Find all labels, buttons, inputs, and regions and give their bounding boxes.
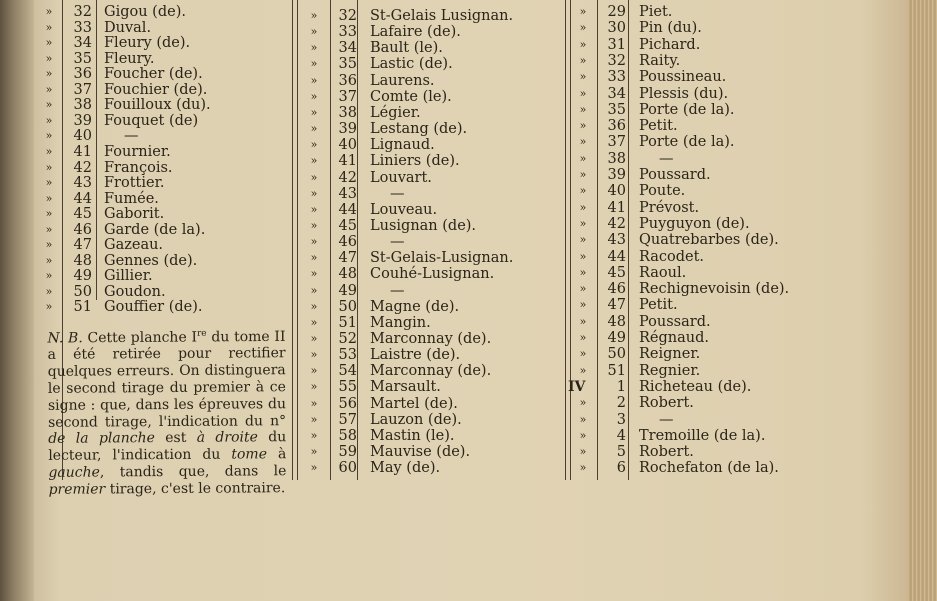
family-name: Prévost. <box>639 199 700 216</box>
plate-number: 48 <box>607 313 626 330</box>
family-name: St-Gelais Lusignan. <box>370 8 514 24</box>
ditto-mark: » <box>45 129 53 143</box>
ditto-mark: » <box>579 5 587 18</box>
plate-number: 37 <box>73 81 92 98</box>
ditto-mark: » <box>579 265 587 279</box>
note-em: de la planche <box>48 430 155 448</box>
ditto-mark: » <box>310 186 318 200</box>
plate-number: 39 <box>73 112 92 129</box>
note-lead: N. B. <box>47 330 83 347</box>
ditto-mark: » <box>310 380 318 394</box>
ditto-mark: » <box>579 298 587 312</box>
plate-number: 49 <box>607 330 626 346</box>
family-name: Mastin (le). <box>370 427 455 444</box>
plate-number: 38 <box>607 150 626 167</box>
family-name: Goudon. <box>104 283 166 300</box>
family-name: Comte (le). <box>370 88 452 105</box>
plate-number: 55 <box>338 379 357 396</box>
column-rule <box>597 0 598 480</box>
note-sup: re <box>196 328 207 339</box>
note-em: à droite <box>196 429 258 447</box>
plate-number: 50 <box>607 346 626 363</box>
ditto-mark: » <box>310 412 318 426</box>
plate-number: 38 <box>73 97 92 114</box>
plate-number: 59 <box>338 444 357 461</box>
ditto-mark: » <box>45 113 53 127</box>
ditto-mark: » <box>579 445 587 459</box>
family-name: Lignaud. <box>370 137 435 154</box>
ditto-mark: » <box>579 135 587 149</box>
ditto-mark: » <box>45 51 53 65</box>
plate-number: 39 <box>607 167 626 183</box>
ditto-mark: » <box>45 269 53 283</box>
family-name: Racodet. <box>639 248 705 265</box>
family-name: Porte (de la). <box>639 101 735 118</box>
ditto-mark: » <box>310 25 318 39</box>
ditto-mark: » <box>45 191 53 205</box>
family-name: Regnier. <box>639 362 701 379</box>
family-name: Fouchier (de). <box>104 81 208 98</box>
plate-number: 42 <box>607 215 626 232</box>
plate-number: 42 <box>73 159 92 176</box>
family-name: Pin (du). <box>639 20 702 37</box>
family-name: Lestang (de). <box>370 121 468 138</box>
plate-number: 40 <box>338 137 357 154</box>
plate-number: 52 <box>338 331 357 347</box>
column-rule <box>292 0 293 480</box>
family-name: — <box>390 185 405 202</box>
plate-number: 41 <box>607 199 626 216</box>
family-name: Plessis (du). <box>639 85 729 102</box>
ditto-mark: » <box>310 445 318 459</box>
family-name: Raoul. <box>639 264 687 281</box>
family-name: Fouilloux (du). <box>104 97 211 114</box>
ditto-mark: » <box>310 154 318 168</box>
family-name: Couhé-Lusignan. <box>370 266 495 283</box>
column-rule <box>570 0 571 480</box>
family-name: Petit. <box>639 297 678 314</box>
ditto-mark: » <box>45 176 53 190</box>
family-name: Marconnay (de). <box>370 331 492 347</box>
ditto-mark: » <box>310 348 318 362</box>
plate-number: 58 <box>338 427 357 444</box>
plate-number: 1 <box>616 378 626 395</box>
plate-number: 41 <box>73 143 92 160</box>
family-name: Mauvise (de). <box>370 444 471 461</box>
plate-number: 53 <box>338 347 357 364</box>
family-name: Louveau. <box>370 201 438 218</box>
plate-number: 30 <box>607 20 626 37</box>
family-name: — <box>390 282 405 299</box>
plate-number: 47 <box>607 297 626 314</box>
plate-number: 29 <box>607 4 626 20</box>
ditto-mark: » <box>579 314 587 328</box>
ditto-mark: » <box>45 5 53 18</box>
plate-number: 2 <box>616 395 626 412</box>
family-name: Fouquet (de) <box>104 112 199 129</box>
ditto-mark: » <box>579 86 587 100</box>
ditto-mark: » <box>45 207 53 221</box>
plate-number: 56 <box>338 395 357 412</box>
family-name: St-Gelais-Lusignan. <box>370 250 514 267</box>
family-name: Lusignan (de). <box>370 217 477 234</box>
ditto-mark: » <box>579 428 587 442</box>
family-name: Gigou (de). <box>104 4 186 20</box>
plate-number: 31 <box>607 36 626 53</box>
note-text: Cette planche I <box>87 329 198 347</box>
ditto-mark: » <box>579 37 587 51</box>
family-name: Gaborit. <box>104 206 165 223</box>
plate-number: 49 <box>338 282 357 299</box>
plate-number: 60 <box>338 460 357 477</box>
ditto-mark: » <box>310 251 318 265</box>
ditto-mark: » <box>579 200 587 214</box>
ditto-mark: » <box>579 216 587 230</box>
plate-number: 40 <box>73 128 92 145</box>
plate-number: 39 <box>338 121 357 138</box>
plate-number: 6 <box>616 460 626 477</box>
family-name: Lastic (de). <box>370 56 453 73</box>
note-em: premier <box>48 481 106 498</box>
family-name: Poute. <box>639 183 686 200</box>
note-text: à <box>266 446 287 463</box>
column-rule <box>297 0 298 480</box>
family-name: Reigner. <box>639 346 701 363</box>
note-text: , tandis que, dans le <box>99 463 287 481</box>
family-name: Bault (le). <box>370 40 443 57</box>
plate-number: 35 <box>338 56 357 73</box>
family-name: Mangin. <box>370 314 431 331</box>
plate-number: 35 <box>607 101 626 118</box>
family-name: Marsault. <box>370 379 441 396</box>
family-name: — <box>124 128 139 145</box>
ditto-mark: » <box>310 235 318 249</box>
plate-number: 46 <box>338 234 357 251</box>
plate-number: 47 <box>338 250 357 267</box>
plate-number: 44 <box>338 201 357 218</box>
plate-number: 34 <box>607 85 626 102</box>
plate-number: 37 <box>338 88 357 105</box>
plate-number: 37 <box>607 134 626 151</box>
ditto-mark: » <box>310 267 318 281</box>
plate-number: 41 <box>338 153 357 170</box>
plate-number: 43 <box>73 175 92 192</box>
plate-number: 45 <box>338 217 357 234</box>
plate-number: 47 <box>73 237 92 254</box>
family-name: May (de). <box>370 460 441 477</box>
family-name: Porte (de la). <box>639 134 735 151</box>
plate-number: 40 <box>607 183 626 200</box>
family-name: Raity. <box>639 52 681 69</box>
ditto-mark: » <box>579 412 587 426</box>
column-rule <box>357 0 358 480</box>
plate-number: 57 <box>338 411 357 428</box>
family-name: Gennes (de). <box>104 252 198 269</box>
ditto-mark: » <box>45 82 53 96</box>
ditto-mark: » <box>579 396 587 410</box>
ditto-mark: » <box>310 9 318 22</box>
family-name: Martel (de). <box>370 395 458 412</box>
ditto-mark: » <box>310 89 318 103</box>
plate-number: 49 <box>73 268 92 285</box>
ditto-mark: » <box>310 283 318 297</box>
ditto-mark: » <box>45 300 53 314</box>
ditto-mark: » <box>579 70 587 84</box>
plate-number: 43 <box>338 185 357 202</box>
footnote <box>47 325 286 498</box>
ditto-mark: » <box>579 21 587 35</box>
plate-number: 45 <box>73 206 92 223</box>
family-name: Puyguyon (de). <box>639 215 750 232</box>
plate-number: 51 <box>338 314 357 331</box>
ditto-mark: » <box>310 41 318 55</box>
family-name: Pichard. <box>639 36 701 53</box>
note-text: tirage, c'est le contraire. <box>105 480 286 498</box>
book-gutter <box>0 0 34 601</box>
ditto-mark: » <box>310 122 318 136</box>
plate-number: 3 <box>616 411 626 428</box>
plate-number: 35 <box>73 50 92 67</box>
ditto-mark: » <box>579 363 587 377</box>
ditto-mark: » <box>45 144 53 158</box>
ditto-mark: » <box>310 218 318 232</box>
plate-number: 36 <box>338 72 357 89</box>
family-name: Magne (de). <box>370 298 460 315</box>
family-name: Fumée. <box>104 190 159 207</box>
plate-number: 38 <box>338 104 357 121</box>
family-name: Marconnay (de). <box>370 363 492 380</box>
ditto-mark: » <box>45 238 53 252</box>
family-name: Gillier. <box>104 268 153 285</box>
plate-number: 32 <box>607 52 626 69</box>
ditto-mark: » <box>310 332 318 345</box>
plate-number: 36 <box>73 66 92 83</box>
plate-number: 36 <box>607 118 626 135</box>
ditto-mark: » <box>310 57 318 71</box>
plate-number: 33 <box>338 24 357 41</box>
family-name: Robert. <box>639 395 694 412</box>
plate-number: 42 <box>338 169 357 186</box>
column-rule <box>565 0 566 480</box>
ditto-mark: » <box>579 331 587 344</box>
family-name: Liniers (de). <box>370 153 460 170</box>
plate-number: 48 <box>338 266 357 283</box>
ditto-mark: » <box>310 202 318 216</box>
page-edges <box>909 0 937 601</box>
family-name: — <box>659 150 674 167</box>
family-name: Poussineau. <box>639 69 727 86</box>
ditto-mark: » <box>310 138 318 152</box>
note-em: gauche <box>48 464 100 481</box>
ditto-mark: » <box>310 73 318 87</box>
ditto-mark: » <box>45 36 53 50</box>
plate-number: 43 <box>607 232 626 249</box>
ditto-mark: » <box>45 222 53 236</box>
ditto-mark: » <box>45 284 53 298</box>
tome-number: IV <box>568 378 586 395</box>
ditto-mark: » <box>579 184 587 198</box>
family-name: Gouffier (de). <box>104 299 203 316</box>
family-name: Légier. <box>370 104 421 121</box>
family-name: Petit. <box>639 118 678 135</box>
plate-number: 4 <box>616 427 626 444</box>
ditto-mark: » <box>310 428 318 442</box>
ditto-mark: » <box>310 170 318 184</box>
ditto-mark: » <box>45 98 53 112</box>
note-text: est <box>154 430 197 447</box>
family-name: Garde (de la). <box>104 221 206 238</box>
ditto-mark: » <box>45 253 53 267</box>
plate-number: 34 <box>338 40 357 57</box>
family-name: Rechignevoisin (de). <box>639 281 790 298</box>
plate-number: 44 <box>607 248 626 265</box>
family-name: Gazeau. <box>104 237 164 254</box>
plate-number: 46 <box>607 281 626 298</box>
plate-number: 48 <box>73 252 92 269</box>
plate-number: 46 <box>73 221 92 238</box>
plate-number: 44 <box>73 190 92 207</box>
family-name: Frottier. <box>104 175 165 192</box>
ditto-mark: » <box>579 282 587 296</box>
ditto-mark: » <box>310 461 318 475</box>
family-name: Duval. <box>104 19 152 36</box>
family-name: Richeteau (de). <box>639 378 752 395</box>
family-name: Louvart. <box>370 169 432 186</box>
plate-number: 32 <box>73 4 92 20</box>
ditto-mark: » <box>310 105 318 119</box>
family-name: Piet. <box>639 4 673 20</box>
family-name: Laistre (de). <box>370 347 461 364</box>
plate-number: 33 <box>73 19 92 36</box>
plate-number: 34 <box>73 35 92 52</box>
ditto-mark: » <box>45 67 53 81</box>
family-name: Poussard. <box>639 167 711 183</box>
ditto-mark: » <box>579 168 587 181</box>
column-rule <box>628 0 629 480</box>
note-text: du tome II a été retirée pour rectifier quelques erreurs. On distinguera le second tirage du premier à ce signe : que, dans les épreuves du second tirage, l'indication du n° <box>47 328 287 431</box>
plate-number: 54 <box>338 363 357 380</box>
ditto-mark: » <box>579 102 587 116</box>
family-name: Lafaire (de). <box>370 24 461 41</box>
plate-number: 50 <box>73 283 92 300</box>
column-rule <box>96 0 97 300</box>
family-name: Fleury. <box>104 50 155 67</box>
family-name: Foucher (de). <box>104 66 203 83</box>
plate-number: 50 <box>338 298 357 315</box>
family-name: Rochefaton (de la). <box>639 460 779 477</box>
plate-number: 33 <box>607 69 626 86</box>
family-name: Lauzon (de). <box>370 411 462 428</box>
ditto-mark: » <box>310 315 318 329</box>
plate-number: 51 <box>607 362 626 379</box>
ditto-mark: » <box>310 396 318 410</box>
family-name: Laurens. <box>370 72 435 89</box>
note-text: du lecteur, l'indication du <box>48 429 287 465</box>
family-name: Tremoille (de la). <box>639 427 766 444</box>
ditto-mark: » <box>579 347 587 361</box>
ditto-mark: » <box>310 299 318 313</box>
family-name: François. <box>104 159 173 176</box>
plate-number: 32 <box>338 8 357 24</box>
family-name: Quatrebarbes (de). <box>639 232 779 249</box>
family-name: Régnaud. <box>639 330 709 346</box>
ditto-mark: » <box>579 119 587 133</box>
ditto-mark: » <box>579 151 587 165</box>
family-name: Robert. <box>639 444 694 461</box>
family-name: Fournier. <box>104 143 171 160</box>
ditto-mark: » <box>45 20 53 34</box>
ditto-mark: » <box>579 233 587 247</box>
ditto-mark: » <box>579 53 587 67</box>
family-name: — <box>659 411 674 428</box>
family-name: — <box>390 234 405 251</box>
plate-number: 51 <box>73 299 92 316</box>
note-em: tome <box>231 446 268 463</box>
ditto-mark: » <box>579 249 587 263</box>
ditto-mark: » <box>579 461 587 475</box>
family-name: Poussard. <box>639 313 711 330</box>
plate-number: 45 <box>607 264 626 281</box>
plate-number: 5 <box>616 444 626 461</box>
ditto-mark: » <box>45 160 53 174</box>
ditto-mark: » <box>310 364 318 378</box>
family-name: Fleury (de). <box>104 35 191 52</box>
